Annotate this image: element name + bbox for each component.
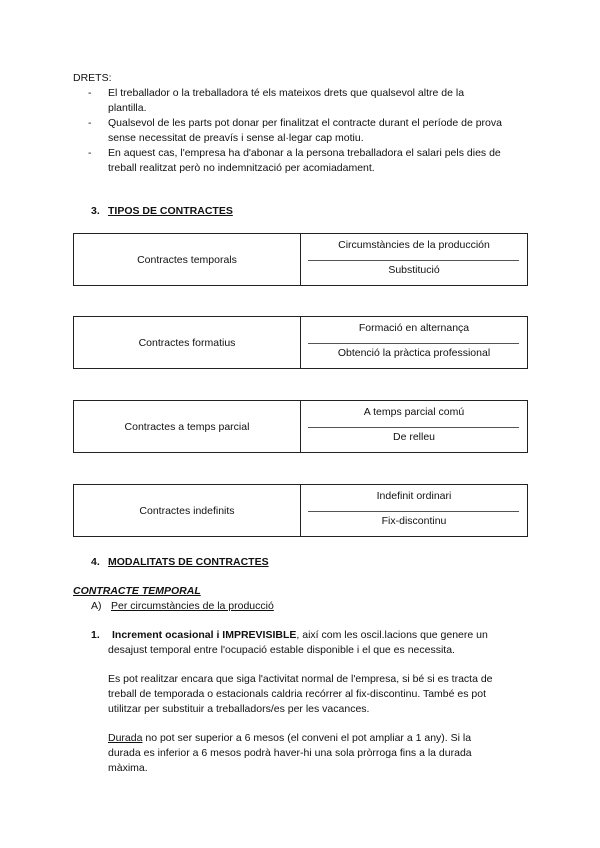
subsection-title: Per circumstàncies de la producció [111,600,274,612]
divider [308,427,519,428]
item-rest: , així com les oscil.lacions que genere un [296,629,488,641]
bullet-dash: - [88,147,92,159]
divider [308,343,519,344]
item-line-1 [112,628,488,643]
contract-types [301,485,527,536]
bullet-dash: - [88,87,92,99]
drets-heading: DRETS: [73,72,112,84]
contract-types [301,401,527,452]
section-3-title: TIPOS DE CONTRACTES [108,205,233,217]
contract-type: Obtenció la pràctica professional [337,347,491,359]
contract-type: Fix-discontinu [381,515,447,527]
para2-line-1: Es pot realitzar encara que siga l'activitat normal de l'empresa, si bé si es tracta de [108,673,493,685]
temporal-heading: CONTRACTE TEMPORAL [73,585,201,597]
drets-item-2-line-2: sense necessitat de preavís i sense al·legar cap motiu. [108,132,364,144]
subsection-letter: A) [91,600,102,612]
section-4-number: 4. [91,556,100,568]
durada-line-2: durada es inferior a 6 mesos podrà haver-hi una sola pròrroga fins a la durada [108,747,472,759]
contract-name: Contractes indefinits [74,485,301,536]
drets-item-3-line-2: treball realitzat però no indemnització per acomiadament. [108,162,375,174]
drets-item-1-line-1: El treballador o la treballadora té els mateixos drets que qualsevol altre de la [108,87,465,99]
contract-types [301,234,527,285]
contract-type: Circumstàncies de la producción [338,239,490,251]
item-number: 1. [91,629,100,641]
contract-type: Formació en alternança [358,322,470,334]
contract-name: Contractes formatius [74,317,301,368]
bullet-dash: - [88,117,92,129]
drets-item-3-line-1: En aquest cas, l'empresa ha d'abonar a la persona treballadora el salari pels dies de [108,147,501,159]
para2-line-3: utilitzar per substituir a treballadors/es per les vacances. [108,703,370,715]
contract-type: Substitució [388,264,440,276]
durada-line-3: màxima. [108,762,148,774]
drets-item-2-line-1: Qualsevol de les parts pot donar per finalitzat el contracte durant el període de prova [108,117,502,129]
durada-label: Durada [108,732,143,744]
divider [308,511,519,512]
contract-box-temps-parcial [73,400,528,453]
contract-box-formatius [73,316,528,369]
durada-text: no pot ser superior a 6 mesos (el conveni el pot ampliar a 1 any). Si la [142,732,472,744]
contract-name: Contractes temporals [74,234,301,285]
section-4-title: MODALITATS DE CONTRACTES [108,556,269,568]
contract-box-indefinits [73,484,528,537]
contract-type: De relleu [392,431,436,443]
durada-line-1 [108,731,471,746]
drets-item-1-line-2: plantilla. [108,102,147,114]
contract-type: Indefinit ordinari [376,490,452,502]
contract-type: A temps parcial comú [363,406,465,418]
contract-name: Contractes a temps parcial [74,401,301,452]
para2-line-2: treball de temporada o estacionals caldria recórrer al fix-discontinu. També es pot [108,688,486,700]
divider [308,260,519,261]
section-3-number: 3. [91,205,100,217]
contract-box-temporals [73,233,528,286]
item-line-2: desajust temporal entre l'ocupació estable disponible i el que es necessita. [108,644,455,656]
item-bold-title: Increment ocasional i IMPREVISIBLE [112,629,297,641]
contract-types [301,317,527,368]
